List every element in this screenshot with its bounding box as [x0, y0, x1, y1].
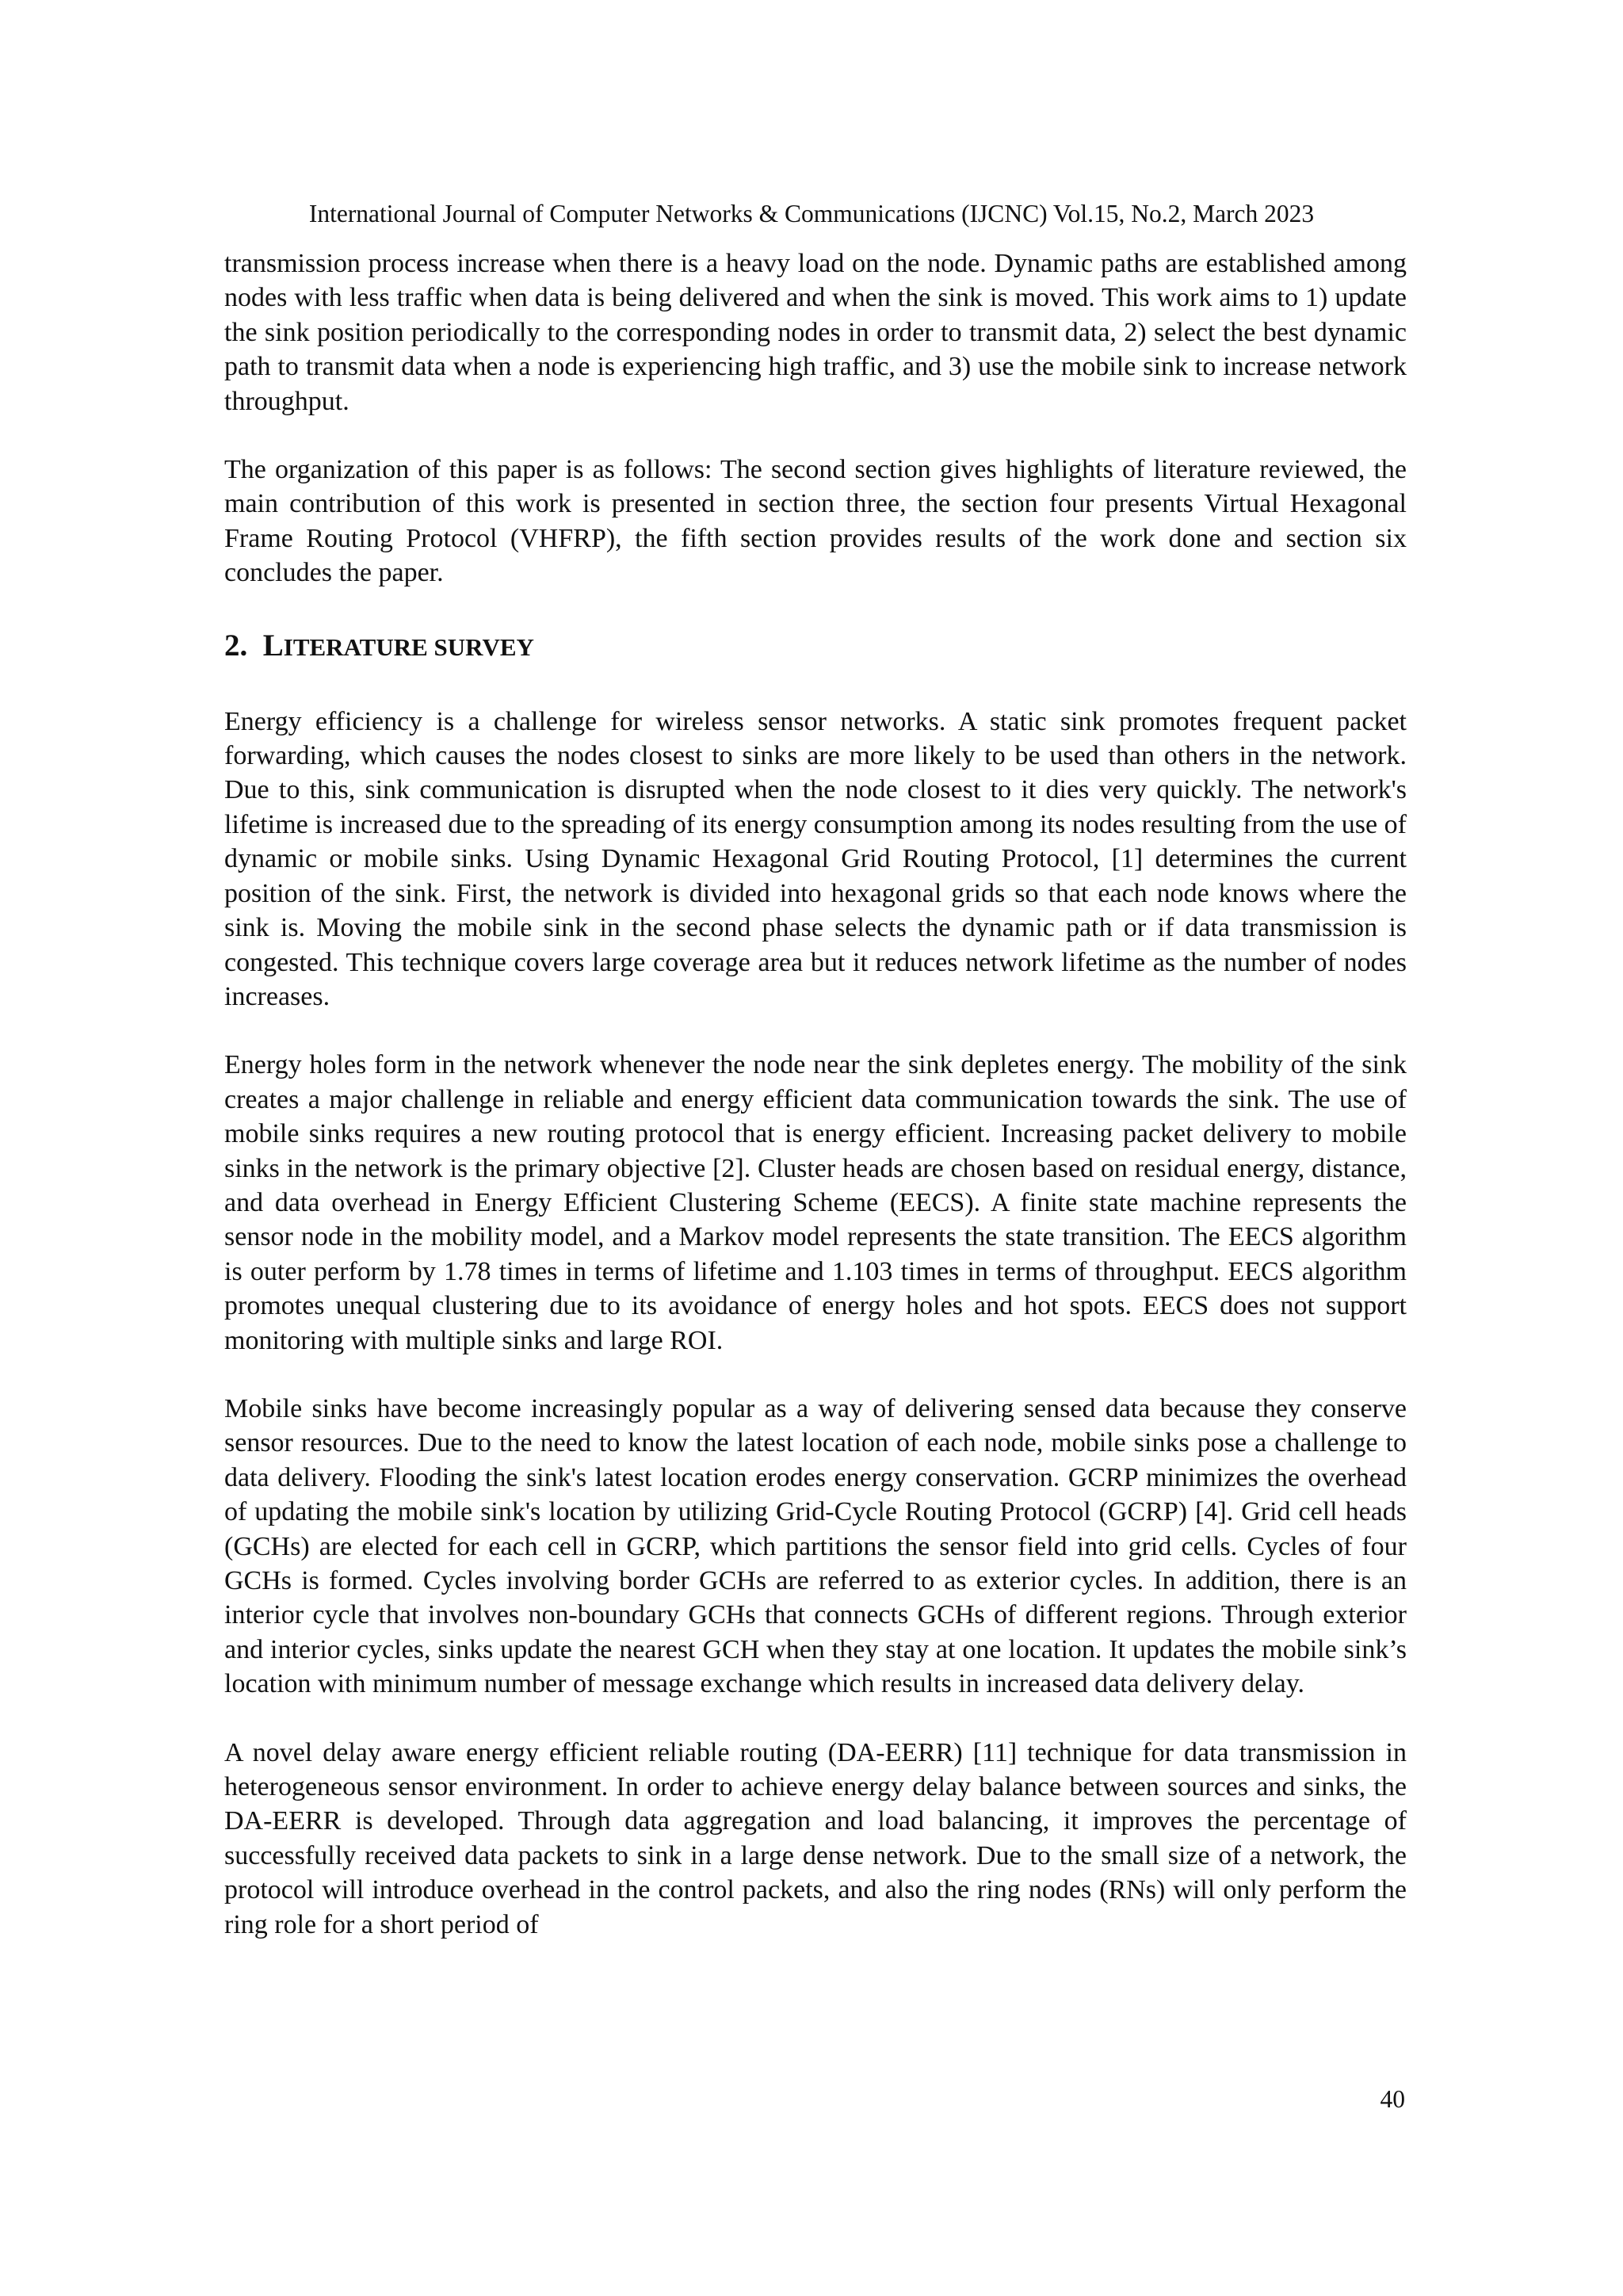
paragraph-gap — [224, 1014, 1407, 1048]
section-title-rest: ITERATURE SURVEY — [283, 632, 534, 661]
paragraph-gap — [224, 590, 1407, 628]
section-heading-literature-survey — [224, 628, 1407, 664]
body-column — [224, 246, 1407, 1942]
paragraph-intro-aims: transmission process increase when there is a heavy load on the node. Dynamic paths are established among nodes with less traffic when data is being delivered and when the sink is moved. This work aims to 1) update the sink position periodically to the corresponding nodes in order to transmit data, 2) select the best dynamic path to transmit data when a node is experiencing high traffic, and 3) use the mobile sink to increase network throughput. — [224, 249, 1407, 416]
paragraph-energy-efficiency: Energy efficiency is a challenge for wireless sensor networks. A static sink promotes frequent packet forwarding, which causes the nodes closest to sinks are more likely to be used than others in the network. Due to this, sink communication is disrupted when the node closest to it dies very quickly. The network's lifetime is increased due to the spreading of its energy consumption among its nodes resulting from the use of dynamic or mobile sinks. Using Dynamic Hexagonal Grid Routing Protocol, [1] determines the current position of the sink. First, the network is divided into hexagonal grids so that each node knows where the sink is. Moving the mobile sink in the second phase selects the dynamic path or if data transmission is congested. This technique covers large coverage area but it reduces network lifetime as the number of nodes increases. — [224, 706, 1407, 1011]
section-title-initial: L — [262, 628, 284, 663]
paragraph-gap — [224, 418, 1407, 453]
paragraph-mobile-sinks: Mobile sinks have become increasingly popular as a way of delivering sensed data because they conserve sensor resources. Due to the need to know the latest location of each node, mobile sinks pose a challenge to data delivery. Flooding the sink's latest location erodes energy conservation. GCRP minimizes the overhead of updating the mobile sink's location by utilizing Grid-Cycle Routing Protocol (GCRP) [4]. Grid cell heads (GCHs) are elected for each cell in GCRP, which partitions the sensor field into grid cells. Cycles of four GCHs is formed. Cycles involving border GCHs are referred to as exterior cycles. In addition, there is an interior cycle that involves non-boundary GCHs that connects GCHs of different regions. Through exterior and interior cycles, sinks update the nearest GCH when they stay at one location. It updates the mobile sink’s location with minimum number of message exchange which results in increased data delivery delay. — [224, 1393, 1407, 1699]
paragraph-organization: The organization of this paper is as follows: The second section gives highlights of literature reviewed, the main contribution of this work is presented in section three, the section four presents Virtual Hexagonal Frame Routing Protocol (VHFRP), the fifth section provides results of the work done and section six concludes the paper. — [224, 455, 1407, 588]
paragraph-gap — [224, 664, 1407, 705]
paragraph-gap — [224, 1702, 1407, 1736]
page-number: 40 — [1380, 2085, 1405, 2113]
running-header: International Journal of Computer Networks & Communications (IJCNC) Vol.15, No.2, March 2023 — [308, 200, 1315, 227]
section-number: 2. — [224, 628, 248, 663]
paragraph-energy-holes: Energy holes form in the network whenever the node near the sink depletes energy. The mobility of the sink creates a major challenge in reliable and energy efficient data communication towards the sink. The use of mobile sinks requires a new routing protocol that is energy efficient. Increasing packet delivery to mobile sinks in the network is the primary objective [2]. Cluster heads are chosen based on residual energy, distance, and data overhead in Energy Efficient Clustering Scheme (EECS). A finite state machine represents the sensor node in the mobility model, and a Markov model represents the state transition. The EECS algorithm is outer perform by 1.78 times in terms of lifetime and 1.103 times in terms of throughput. EECS algorithm promotes unequal clustering due to its avoidance of energy holes and hot spots. EECS does not support monitoring with multiple sinks and large ROI. — [224, 1050, 1407, 1355]
paragraph-da-eerr: A novel delay aware energy efficient reliable routing (DA-EERR) [11] technique for data transmission in heterogeneous sensor environment. In order to achieve energy delay balance between sources and sinks, the DA-EERR is developed. Through data aggregation and load balancing, it improves the percentage of successfully received data packets to sink in a large dense network. Due to the small size of a network, the protocol will introduce overhead in the control packets, and also the ring nodes (RNs) will only perform the ring role for a short period of — [224, 1737, 1407, 1939]
paragraph-gap — [224, 1358, 1407, 1392]
